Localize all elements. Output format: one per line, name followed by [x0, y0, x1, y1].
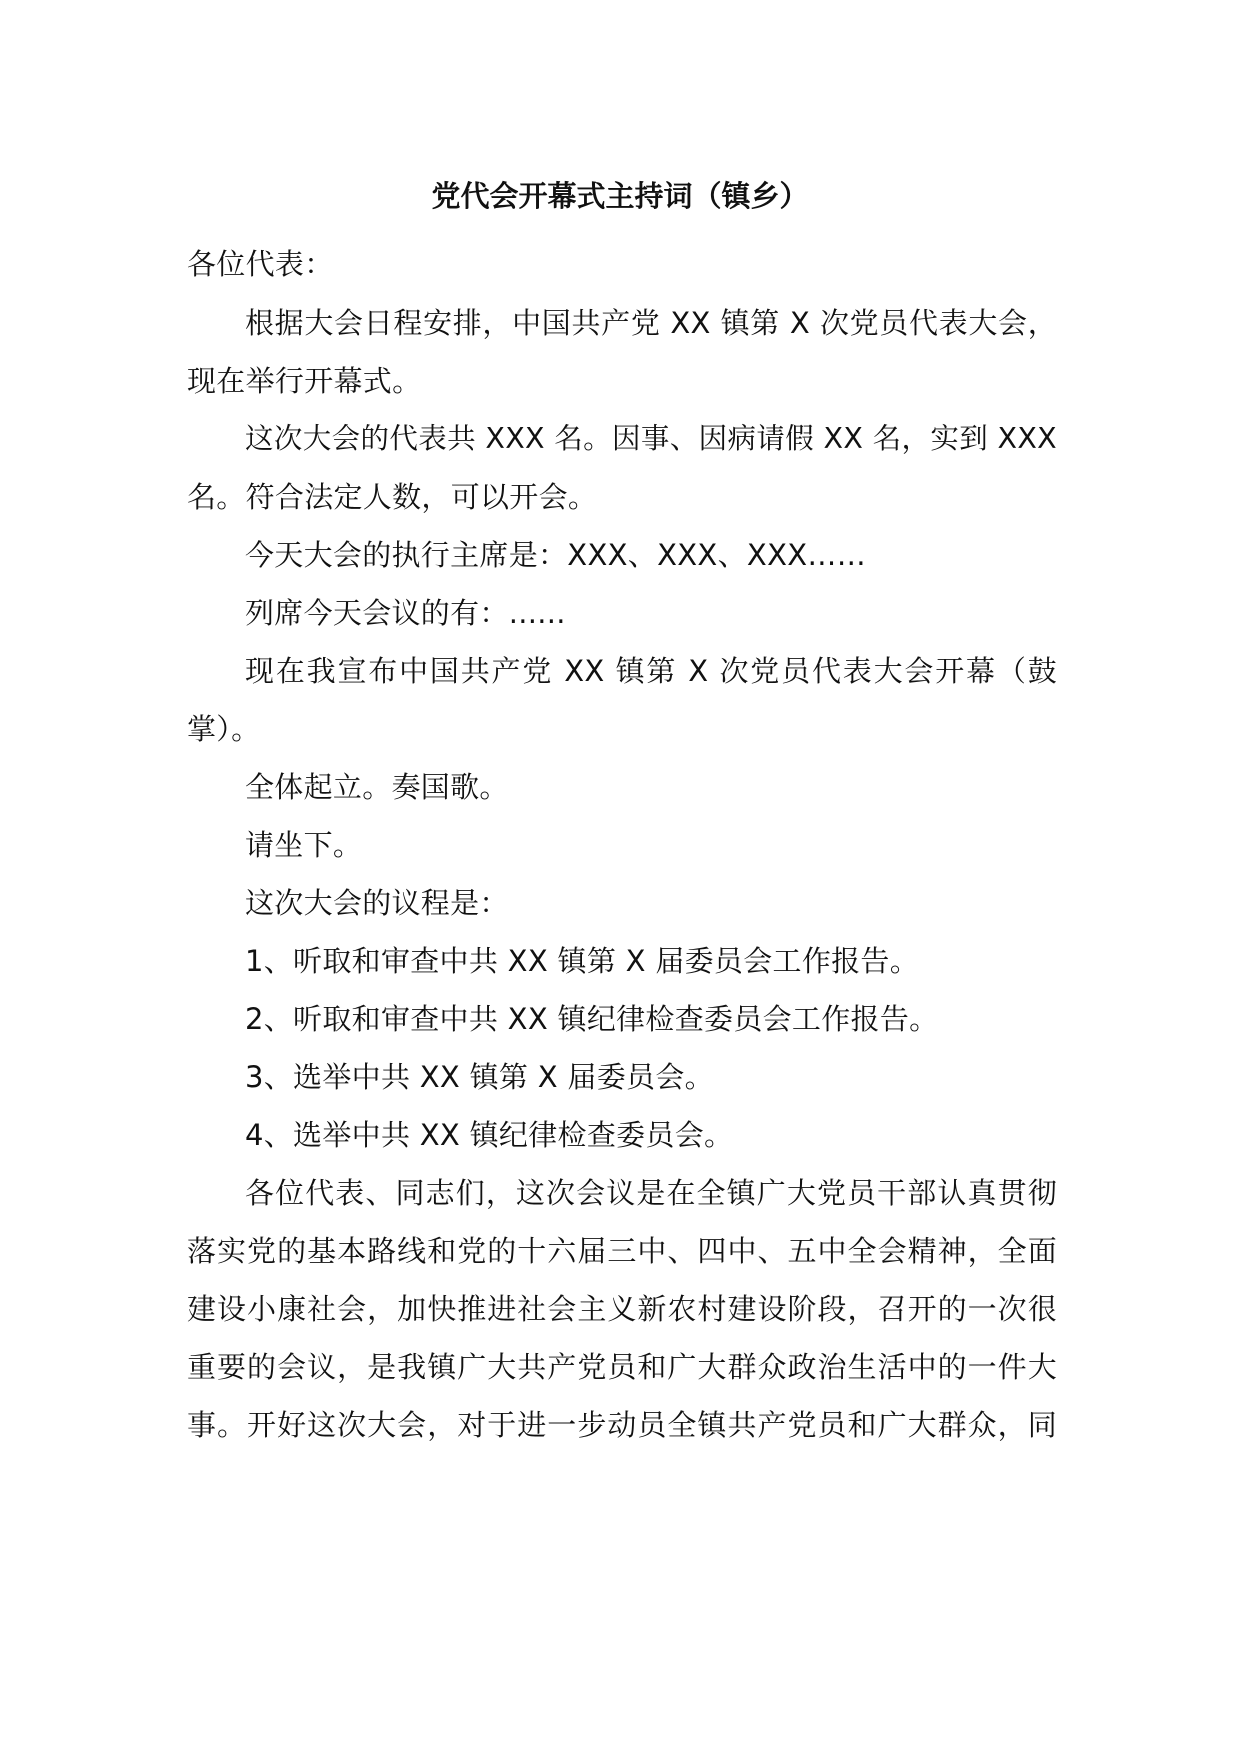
- paragraph-8-line-1: 各位代表、同志们，这次会议是在全镇广大党员干部认真贯彻: [245, 1176, 1057, 1210]
- agenda-item-2: 2、听取和审查中共 XX 镇纪律检查委员会工作报告。: [245, 1002, 939, 1036]
- agenda-item-3: 3、选举中共 XX 镇第 X 届委员会。: [245, 1060, 714, 1094]
- paragraph-8-line-5: 事。开好这次大会，对于进一步动员全镇共产党员和广大群众，同: [187, 1408, 1057, 1442]
- paragraph-8-line-2: 落实党的基本路线和党的十六届三中、四中、五中全会精神，全面: [187, 1234, 1057, 1268]
- paragraph-6: 全体起立。奏国歌。: [245, 770, 509, 804]
- paragraph-4: 列席今天会议的有：......: [245, 596, 566, 630]
- paragraph-2-line-2: 名。符合法定人数，可以开会。: [187, 480, 598, 514]
- paragraph-1-line-2: 现在举行开幕式。: [187, 364, 422, 398]
- paragraph-5-line-2: 掌）。: [187, 712, 261, 746]
- paragraph-5-line-1: 现在我宣布中国共产党 XX 镇第 X 次党员代表大会开幕（鼓: [245, 654, 1057, 688]
- paragraph-7: 请坐下。: [245, 828, 363, 862]
- agenda-heading: 这次大会的议程是：: [245, 886, 509, 920]
- paragraph-8-line-4: 重要的会议，是我镇广大共产党员和广大群众政治生活中的一件大: [187, 1350, 1057, 1384]
- paragraph-2-line-1: 这次大会的代表共 XXX 名。因事、因病请假 XX 名，实到 XXX: [245, 422, 1057, 455]
- paragraph-1-line-1: 根据大会日程安排，中国共产党 XX 镇第 X 次党员代表大会，: [245, 306, 1057, 340]
- paragraph-3: 今天大会的执行主席是：XXX、XXX、XXX……: [245, 538, 867, 572]
- paragraph-8-line-3: 建设小康社会，加快推进社会主义新农村建设阶段，召开的一次很: [187, 1292, 1057, 1326]
- document-title: 党代会开幕式主持词（镇乡）: [431, 179, 809, 213]
- agenda-item-4: 4、选举中共 XX 镇纪律检查委员会。: [245, 1118, 734, 1152]
- salutation: 各位代表：: [187, 247, 334, 281]
- agenda-item-1: 1、听取和审查中共 XX 镇第 X 届委员会工作报告。: [245, 944, 920, 978]
